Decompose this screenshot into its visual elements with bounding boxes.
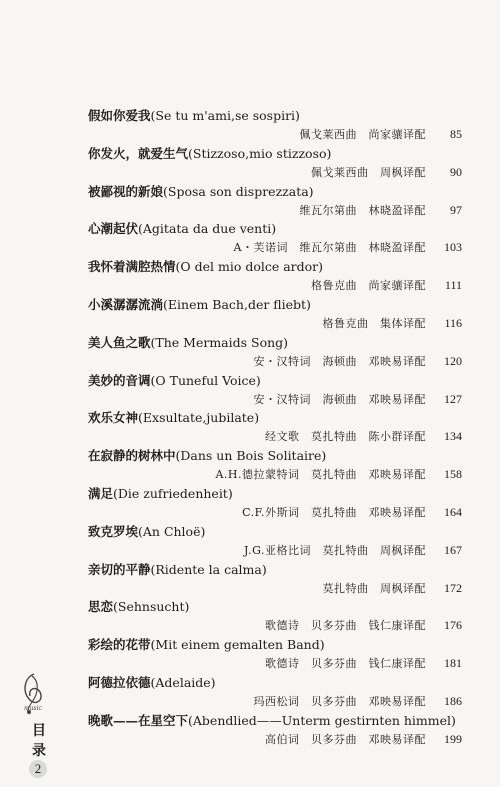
song-title-chinese: 欢乐女神 bbox=[88, 410, 139, 426]
toc-entry[interactable] bbox=[88, 258, 462, 296]
toc-entry[interactable] bbox=[88, 183, 462, 221]
toc-meta-line bbox=[88, 466, 462, 483]
toc-title-line bbox=[88, 523, 462, 540]
toc-title-line bbox=[88, 334, 462, 351]
song-credits: C.F.外斯词 莫扎特曲 邓映易译配 bbox=[242, 505, 426, 519]
toc-entry[interactable] bbox=[88, 561, 462, 599]
song-credits: 歌德诗 贝多芬曲 钱仁康译配 bbox=[265, 657, 426, 671]
toc-title-line bbox=[88, 372, 462, 389]
toc-title-line bbox=[88, 712, 462, 729]
toc-meta-line bbox=[88, 617, 462, 634]
song-credits: 经文歌 莫扎特曲 陈小群译配 bbox=[265, 430, 426, 444]
song-title-original: (Die zufriedenheit) bbox=[113, 485, 233, 501]
song-credits: 安・汉特词 海顿曲 邓映易译配 bbox=[253, 354, 426, 368]
toc-meta-line bbox=[88, 277, 462, 294]
page-number: 111 bbox=[444, 278, 462, 293]
page-number-badge: 2 bbox=[29, 760, 47, 778]
song-title-original: (Einem Bach,der fliebt) bbox=[163, 296, 311, 312]
page-number: 85 bbox=[450, 127, 462, 141]
page-number: 181 bbox=[444, 656, 462, 671]
page-number: 116 bbox=[444, 315, 462, 330]
song-credits: A・芙诺词 维瓦尔第曲 林晓盈译配 bbox=[233, 241, 426, 255]
contents-label-1: 目 bbox=[32, 723, 46, 739]
song-title-original: (Dans un Bois Solitaire) bbox=[175, 448, 327, 464]
page-number: 97 bbox=[450, 202, 462, 217]
toc-title-line bbox=[88, 183, 462, 200]
song-title-chinese: 你发火，就爱生气 bbox=[88, 145, 189, 161]
toc-entry[interactable] bbox=[88, 220, 462, 258]
toc-meta-line bbox=[88, 239, 462, 256]
toc-title-line bbox=[88, 485, 462, 502]
music-logo-icon bbox=[18, 672, 48, 716]
song-title-original: (Adelaide) bbox=[150, 674, 216, 690]
song-title-chinese: 晚歌——在星空下 bbox=[88, 712, 189, 728]
toc-entry[interactable] bbox=[88, 636, 462, 674]
song-title-original: (Sposa son disprezzata) bbox=[163, 183, 314, 199]
toc-meta-line bbox=[88, 428, 462, 445]
toc-entry[interactable] bbox=[88, 372, 462, 410]
song-credits: 格鲁克曲 尚家骧译配 bbox=[311, 279, 426, 293]
toc-title-line bbox=[88, 107, 462, 124]
toc-entry[interactable] bbox=[88, 712, 462, 750]
song-credits: 莫扎特曲 周枫译配 bbox=[322, 581, 426, 595]
song-credits: 佩戈莱西曲 尚家骧译配 bbox=[299, 128, 426, 141]
toc-entry[interactable] bbox=[88, 409, 462, 447]
song-credits: A.H.德拉蒙特词 莫扎特曲 邓映易译配 bbox=[215, 468, 426, 482]
song-title-chinese: 心潮起伏 bbox=[88, 221, 139, 237]
song-title-chinese: 被鄙视的新娘 bbox=[88, 183, 164, 199]
song-title-chinese: 彩绘的花带 bbox=[88, 637, 151, 653]
page-number: 134 bbox=[444, 429, 462, 444]
toc-entry[interactable] bbox=[88, 523, 462, 561]
song-title-chinese: 小溪潺潺流淌 bbox=[88, 296, 164, 312]
song-credits: J.G.亚格比词 莫扎特曲 周枫译配 bbox=[244, 543, 426, 557]
toc-entry[interactable] bbox=[88, 485, 462, 523]
page-number: 127 bbox=[444, 391, 462, 406]
page-number: 176 bbox=[444, 618, 462, 633]
toc-title-line bbox=[88, 561, 462, 578]
toc-meta-line bbox=[88, 580, 462, 597]
toc-title-line bbox=[88, 674, 462, 691]
toc-title-line bbox=[88, 598, 462, 615]
song-title-chinese: 美妙的音调 bbox=[88, 372, 151, 388]
toc-title-line bbox=[88, 409, 462, 426]
page-number: 120 bbox=[444, 353, 462, 368]
toc-entry[interactable] bbox=[88, 296, 462, 334]
page-number: 167 bbox=[444, 542, 462, 557]
toc-entry[interactable] bbox=[88, 447, 462, 485]
side-tab bbox=[18, 672, 48, 776]
toc-meta-line bbox=[88, 164, 462, 181]
song-title-chinese: 满足 bbox=[88, 485, 114, 501]
contents-label-2: 录 bbox=[32, 743, 46, 759]
song-title-original: (An Chloë) bbox=[138, 523, 206, 539]
song-credits: 格鲁克曲 集体译配 bbox=[322, 316, 426, 330]
song-title-original: (Agitata da due venti) bbox=[138, 221, 277, 237]
song-title-original: (Mit einem gemalten Band) bbox=[150, 637, 325, 653]
toc-meta-line bbox=[88, 202, 462, 219]
toc-meta-line bbox=[88, 693, 462, 710]
toc-entry[interactable] bbox=[88, 674, 462, 712]
song-credits: 玛西松词 贝多芬曲 邓映易译配 bbox=[253, 694, 426, 708]
song-title-original: (The Mermaids Song) bbox=[150, 334, 289, 350]
page-number: 158 bbox=[444, 467, 462, 482]
song-title-chinese: 我怀着满腔热情 bbox=[88, 259, 176, 275]
song-title-chinese: 假如你爱我 bbox=[88, 108, 151, 123]
toc-title-line bbox=[88, 636, 462, 653]
table-of-contents bbox=[88, 107, 462, 750]
page-number: 172 bbox=[444, 580, 462, 595]
song-title-chinese: 阿德拉依德 bbox=[88, 674, 151, 690]
song-title-original: (Se tu m'ami,se sospiri) bbox=[150, 108, 300, 123]
song-title-chinese: 亲切的平静 bbox=[88, 561, 151, 577]
toc-meta-line bbox=[88, 315, 462, 332]
toc-entry[interactable] bbox=[88, 598, 462, 636]
toc-entry[interactable] bbox=[88, 334, 462, 372]
toc-meta-line bbox=[88, 391, 462, 408]
song-title-original: (Stizzoso,mio stizzoso) bbox=[188, 145, 332, 161]
page-number: 103 bbox=[444, 240, 462, 255]
toc-title-line bbox=[88, 296, 462, 313]
song-credits: 维瓦尔第曲 林晓盈译配 bbox=[299, 203, 426, 217]
song-title-original: (O Tuneful Voice) bbox=[150, 372, 261, 388]
toc-title-line bbox=[88, 220, 462, 237]
toc-title-line bbox=[88, 145, 462, 162]
toc-entry[interactable] bbox=[88, 107, 462, 145]
song-credits: 佩戈莱西曲 周枫译配 bbox=[311, 165, 426, 179]
song-credits: 高伯词 贝多芬曲 邓映易译配 bbox=[265, 732, 426, 746]
toc-meta-line bbox=[88, 353, 462, 370]
song-credits: 安・汉特词 海顿曲 邓映易译配 bbox=[253, 392, 426, 406]
page-number: 186 bbox=[444, 693, 462, 708]
toc-entry[interactable] bbox=[88, 145, 462, 183]
song-title-original: (Exsultate,jubilate) bbox=[138, 410, 260, 426]
toc-meta-line bbox=[88, 731, 462, 748]
toc-meta-line bbox=[88, 542, 462, 559]
song-credits: 歌德诗 贝多芬曲 钱仁康译配 bbox=[265, 619, 426, 633]
page-number: 90 bbox=[450, 164, 462, 179]
page-number: 199 bbox=[444, 731, 462, 746]
song-title-chinese: 在寂静的树林中 bbox=[88, 448, 176, 464]
svg-text:music: music bbox=[24, 705, 42, 712]
toc-title-line bbox=[88, 447, 462, 464]
page-number: 164 bbox=[444, 504, 462, 519]
toc-meta-line bbox=[88, 126, 462, 143]
song-title-chinese: 思恋 bbox=[88, 599, 114, 615]
toc-title-line bbox=[88, 258, 462, 275]
song-title-original: (Ridente la calma) bbox=[150, 561, 267, 577]
toc-meta-line bbox=[88, 655, 462, 672]
song-title-chinese: 致克罗埃 bbox=[88, 523, 139, 539]
toc-meta-line bbox=[88, 504, 462, 521]
song-title-original: (O del mio dolce ardor) bbox=[175, 259, 324, 275]
song-title-chinese: 美人鱼之歌 bbox=[88, 334, 151, 350]
song-title-original: (Sehnsucht) bbox=[113, 599, 190, 615]
song-title-original: (Abendlied——Unterm gestirnten himmel) bbox=[188, 712, 456, 728]
